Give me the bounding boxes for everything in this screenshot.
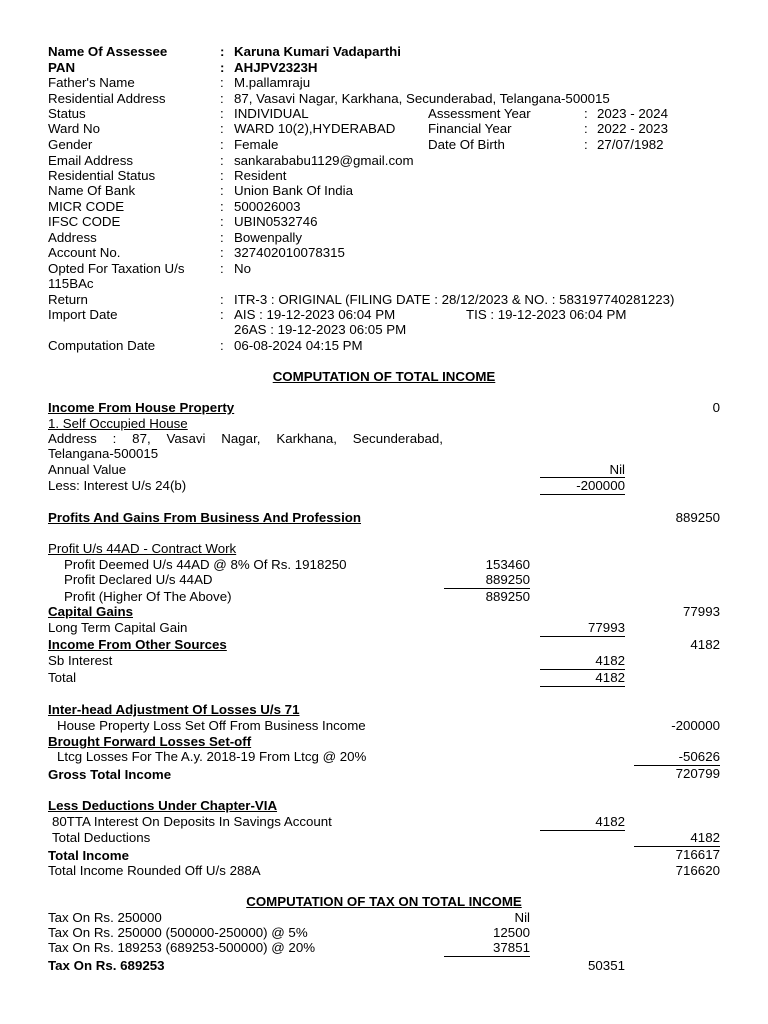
financial-year-label: Financial Year — [428, 121, 512, 136]
financial-year-value: 2022 - 2023 — [597, 121, 668, 136]
email-label: Email Address — [48, 153, 133, 168]
tax-title: COMPUTATION OF TAX ON TOTAL INCOME — [246, 894, 522, 909]
total-income-value: 716617 — [675, 847, 720, 862]
other-sources-subtotal-value: 4182 — [595, 670, 625, 685]
higher-profit-label: Profit (Higher Of The Above) — [64, 589, 232, 604]
ltcg-value: 77993 — [588, 620, 625, 635]
res-status-label: Residential Status — [48, 168, 156, 183]
colon: : — [220, 230, 224, 245]
pan-label: PAN — [48, 60, 76, 75]
tax-row-label: Tax On Rs. 250000 — [48, 910, 162, 925]
computation-date-label: Computation Date — [48, 338, 156, 353]
email-value: sankarababu1129@gmail.com — [234, 153, 414, 168]
tax-row-label: Tax On Rs. 189253 (689253-500000) @ 20% — [48, 940, 316, 955]
import-date-label: Import Date — [48, 307, 118, 322]
bank-value: Union Bank Of India — [234, 183, 354, 198]
account-value: 327402010078315 — [234, 245, 345, 260]
house-property-heading: Income From House Property — [48, 400, 235, 415]
deemed-profit-label: Profit Deemed U/s 44AD @ 8% Of Rs. 1918250 — [64, 557, 347, 572]
interest-24b-value: -200000 — [576, 478, 625, 493]
property-address-line1: Address : 87, Vasavi Nagar, Karkhana, Secunderabad, — [48, 431, 443, 446]
colon: : — [220, 199, 224, 214]
sb-interest-label: Sb Interest — [48, 653, 113, 668]
dob-label: Date Of Birth — [428, 137, 505, 152]
other-sources-heading: Income From Other Sources — [48, 637, 227, 652]
assessee-name: Karuna Kumari Vadaparthi — [234, 44, 401, 59]
underline-rule — [444, 956, 530, 957]
other-sources-total: 4182 — [690, 637, 720, 652]
total-deductions-label: Total Deductions — [52, 830, 151, 845]
gender-value: Female — [234, 137, 279, 152]
colon: : — [220, 137, 224, 152]
colon: : — [584, 106, 588, 121]
declared-profit-label: Profit Declared U/s 44AD — [64, 572, 213, 587]
property-address-line2: Telangana-500015 — [48, 446, 159, 461]
opted-label: Opted For Taxation U/s — [48, 261, 185, 276]
father-label: Father's Name — [48, 75, 135, 90]
account-label: Account No. — [48, 245, 121, 260]
colon: : — [220, 153, 224, 168]
status-label: Status — [48, 106, 86, 121]
bank-label: Name Of Bank — [48, 183, 136, 198]
deemed-profit-value: 153460 — [485, 557, 530, 572]
deductions-heading: Less Deductions Under Chapter-VIA — [48, 798, 278, 813]
total-deductions-value: 4182 — [690, 830, 720, 845]
annual-value: Nil — [609, 462, 625, 477]
colon: : — [220, 106, 224, 121]
business-heading: Profits And Gains From Business And Profession — [48, 510, 362, 525]
res-address-value: 87, Vasavi Nagar, Karkhana, Secunderabad, Telangana-500015 — [234, 91, 610, 106]
micr-value: 500026003 — [234, 199, 301, 214]
hp-loss-label: House Property Loss Set Off From Business Income — [57, 718, 366, 733]
declared-profit-value: 889250 — [485, 572, 530, 587]
colon: : — [220, 307, 224, 322]
colon: : — [220, 60, 225, 75]
interest-24b-label: Less: Interest U/s 24(b) — [48, 478, 187, 493]
tax-total-label: Tax On Rs. 689253 — [48, 958, 165, 973]
underline-rule — [540, 636, 625, 637]
annual-value-label: Annual Value — [48, 462, 127, 477]
micr-label: MICR CODE — [48, 199, 125, 214]
tax-row-label: Tax On Rs. 250000 (500000-250000) @ 5% — [48, 925, 308, 940]
tax-total-value: 50351 — [588, 958, 625, 973]
ais-date: AIS : 19-12-2023 06:04 PM — [234, 307, 396, 322]
colon: : — [584, 121, 588, 136]
80tta-value: 4182 — [595, 814, 625, 829]
opted-label-line2: 115BAc — [48, 276, 94, 291]
assessment-year-label: Assessment Year — [428, 106, 531, 121]
80tta-label: 80TTA Interest On Deposits In Savings Account — [52, 814, 332, 829]
contract-work-heading: Profit U/s 44AD - Contract Work — [48, 541, 237, 556]
colon: : — [220, 261, 224, 276]
ifsc-value: UBIN0532746 — [234, 214, 318, 229]
26as-date: 26AS : 19-12-2023 06:05 PM — [234, 322, 407, 337]
business-total: 889250 — [675, 510, 720, 525]
res-status-value: Resident — [234, 168, 287, 183]
colon: : — [220, 245, 224, 260]
dob-value: 27/07/1982 — [597, 137, 664, 152]
computation-date-value: 06-08-2024 04:15 PM — [234, 338, 363, 353]
self-occupied-heading: 1. Self Occupied House — [48, 416, 188, 431]
colon: : — [220, 75, 224, 90]
ward-value: WARD 10(2),HYDERABAD — [234, 121, 396, 136]
higher-profit-value: 889250 — [485, 589, 530, 604]
rounded-income-value: 716620 — [675, 863, 720, 878]
colon: : — [584, 137, 588, 152]
colon: : — [220, 338, 224, 353]
brought-forward-heading: Brought Forward Losses Set-off — [48, 734, 252, 749]
tax-row-value: 12500 — [493, 925, 530, 940]
colon: : — [220, 121, 224, 136]
address-label: Address — [48, 230, 97, 245]
sb-interest-value: 4182 — [595, 653, 625, 668]
rounded-income-label: Total Income Rounded Off U/s 288A — [48, 863, 261, 878]
colon: : — [220, 168, 224, 183]
address-value: Bowenpally — [234, 230, 303, 245]
ltcg-loss-label: Ltcg Losses For The A.y. 2018-19 From Ltcg @ 20% — [57, 749, 367, 764]
underline-rule — [540, 686, 625, 687]
underline-rule — [540, 494, 625, 495]
ward-label: Ward No — [48, 121, 100, 136]
underline-rule — [540, 830, 625, 831]
gross-total-value: 720799 — [675, 766, 720, 781]
total-income-label: Total Income — [48, 848, 130, 863]
res-address-label: Residential Address — [48, 91, 166, 106]
assessee-label: Name Of Assessee — [48, 44, 168, 59]
tax-row-value: 37851 — [493, 940, 530, 955]
status-value: INDIVIDUAL — [234, 106, 309, 121]
house-property-total: 0 — [712, 400, 720, 415]
colon: : — [220, 183, 224, 198]
opted-value: No — [234, 261, 251, 276]
colon: : — [220, 91, 224, 106]
other-sources-subtotal-label: Total — [48, 670, 77, 685]
ltcg-label: Long Term Capital Gain — [48, 620, 188, 635]
return-label: Return — [48, 292, 88, 307]
pan-value: AHJPV2323H — [234, 60, 318, 75]
tis-date: TIS : 19-12-2023 06:04 PM — [466, 307, 627, 322]
colon: : — [220, 214, 224, 229]
computation-title: COMPUTATION OF TOTAL INCOME — [272, 369, 496, 384]
ifsc-label: IFSC CODE — [48, 214, 121, 229]
colon: : — [220, 44, 225, 59]
hp-loss-value: -200000 — [671, 718, 720, 733]
capital-gains-total: 77993 — [683, 604, 720, 619]
colon: : — [220, 292, 224, 307]
tax-row-value: Nil — [514, 910, 530, 925]
father-value: M.pallamraju — [234, 75, 311, 90]
gender-label: Gender — [48, 137, 93, 152]
ltcg-loss-value: -50626 — [678, 749, 720, 764]
assessment-year-value: 2023 - 2024 — [597, 106, 668, 121]
interhead-heading: Inter-head Adjustment Of Losses U/s 71 — [48, 702, 300, 717]
capital-gains-heading: Capital Gains — [48, 604, 133, 619]
gross-total-label: Gross Total Income — [48, 767, 172, 782]
return-value: ITR-3 : ORIGINAL (FILING DATE : 28/12/2023 & NO. : 583197740281223) — [234, 292, 675, 307]
